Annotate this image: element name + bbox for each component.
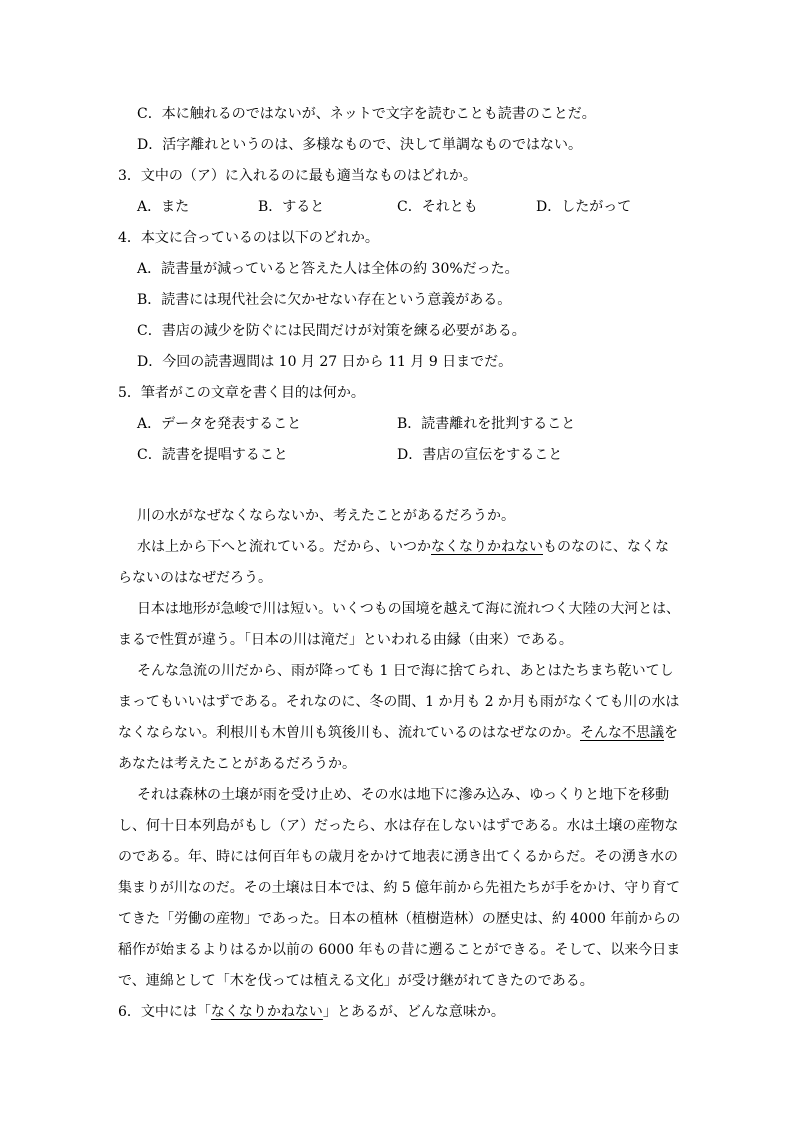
q6-text: 6．文中には「	[118, 1004, 211, 1020]
underlined-phrase: なくなりかねない	[431, 539, 543, 555]
passage-text: ものなのに、なくな	[543, 539, 669, 555]
q3-option-b: B．すると	[258, 199, 325, 215]
q4-stem: 4．本文に合っているのは以下のどれか。	[118, 230, 379, 246]
passage-line: らないのはなぜだろう。	[118, 570, 272, 586]
passage-line	[137, 537, 669, 557]
q4-option-a: A．読書量が減っていると答えた人は全体の約 30%だった。	[137, 261, 519, 277]
passage-line: それは森林の土壌が雨を受け止め、その水は地下に滲み込み、ゆっくりと地下を移動	[137, 787, 670, 803]
underlined-phrase: そんな不思議	[580, 725, 664, 741]
q5-option-d: D．書店の宣伝をすること	[397, 447, 563, 463]
q5-option-b: B．読書離れを批判すること	[397, 416, 576, 432]
passage-line: 日本は地形が急峻で川は短い。いくつもの国境を越えて海に流れつく大陸の大河とは、	[137, 601, 680, 617]
passage-line: し、何十日本列島がもし（ア）だったら、水は存在しないはずである。水は土壌の産物な	[118, 818, 679, 834]
passage-line: のである。年、時には何百年もの歳月をかけて地表に湧き出てくるからだ。その湧き水の	[118, 849, 678, 865]
passage-line: で、連綿として「木を伐っては植える文化」が受け継がれてきたのである。	[118, 973, 594, 989]
q6-text: 」とあるが、どんな意味か。	[322, 1004, 505, 1020]
passage-line	[118, 723, 678, 743]
q5-stem: 5．筆者がこの文章を書く目的は何か。	[118, 385, 365, 401]
passage-line: 川の水がなぜなくならないか、考えたことがあるだろうか。	[137, 508, 515, 524]
passage-line: そんな急流の川だから、雨が降っても 1 日で海に捨てられ、あとはたちまち乾いてし	[137, 663, 674, 679]
underlined-phrase: なくなりかねない	[210, 1004, 323, 1020]
passage-line: 稲作が始まるよりはるか以前の 6000 年もの昔に遡ることができる。そして、以来今日ま	[118, 942, 681, 958]
q2-option-c: C．本に触れるのではないが、ネットで文字を読むことも読書のことだ。	[137, 106, 596, 122]
q4-option-c: C．書店の減少を防ぐには民間だけが対策を練る必要がある。	[137, 323, 526, 339]
q5-option-c: C．読書を提唱すること	[137, 447, 288, 463]
q2-option-d: D．活字離れというのは、多様なもので、決して単調なものではない。	[137, 137, 582, 153]
passage-line: まってもいいはずである。それなのに、冬の間、1 か月も 2 か月も雨がなくても川の水は	[118, 694, 680, 710]
q3-option-c: C．それとも	[397, 199, 478, 215]
q6-stem	[118, 1002, 505, 1022]
passage-line: 集まりが川なのだ。その土壌は日本では、約 5 億年前から先祖たちが手をかけ、守り育て	[118, 880, 681, 896]
passage-text: を	[664, 725, 678, 741]
q4-option-d: D．今回の読書週間は 10 月 27 日から 11 月 9 日までだ。	[137, 354, 513, 370]
passage-line: てきた「労働の産物」であった。日本の植林（植樹造林）の歴史は、約 4000 年前からの	[118, 911, 681, 927]
passage-text: 水は上から下へと流れている。だから、いつか	[137, 539, 431, 555]
passage-line: まるで性質が違う。「日本の川は滝だ」といわれる由縁（由来）である。	[118, 632, 573, 648]
q3-option-a: A．また	[137, 199, 190, 215]
passage-text: なくならない。利根川も木曽川も筑後川も、流れているのはなぜなのか。	[118, 725, 580, 741]
q4-option-b: B．読書には現代社会に欠かせない存在という意義がある。	[137, 292, 512, 308]
q3-stem: 3．文中の（ア）に入れるのに最も適当なものはどれか。	[118, 168, 477, 184]
q3-option-d: D．したがって	[536, 199, 632, 215]
passage-line: あなたは考えたことがあるだろうか。	[118, 756, 356, 772]
q5-option-a: A．データを発表すること	[137, 416, 302, 432]
